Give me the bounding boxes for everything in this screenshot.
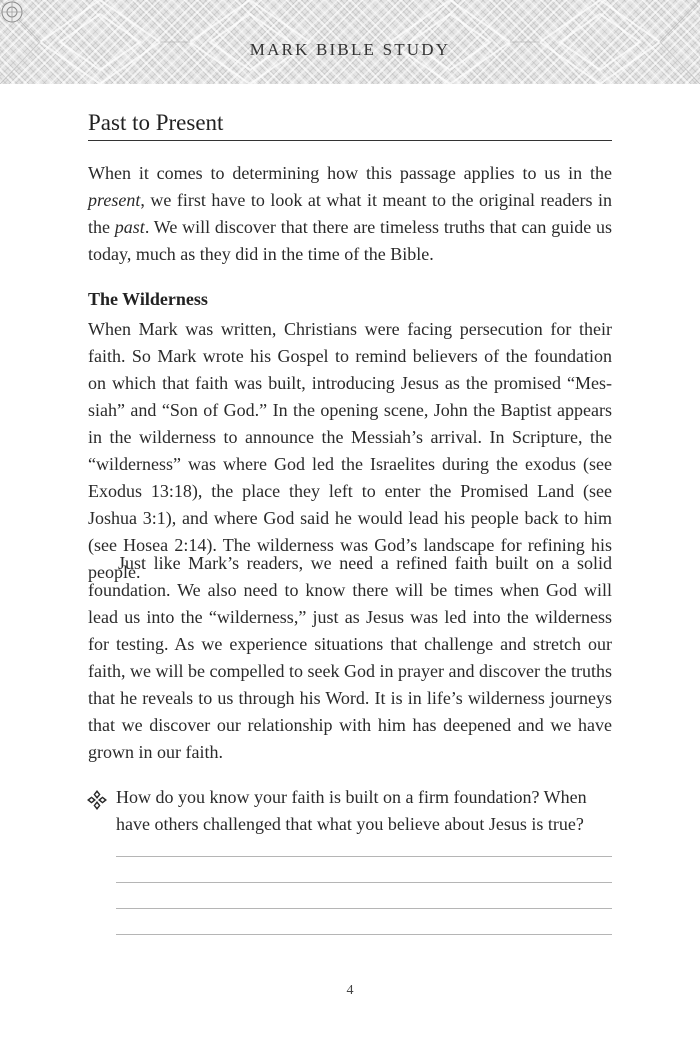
answer-line-2[interactable] — [116, 882, 612, 883]
intro-text-3: . We will discover that there are timeless truths that can guide us today, much as they did in the time of the Bible. — [88, 217, 612, 264]
body-paragraph-2: Just like Mark’s readers, we need a refined faith built on a solid foundation. We also need to know there will be times when God will lead us into the “wilderness,” just as Jesus was led into the wilderness for testing. As we experience situations that challenge and stretch our faith, we will be compelled to seek God in prayer and discover the truths that he reveals to us through his Word. It is in life’s wilderness journeys that we discover our relationship with him has deepened and we have grown in our faith. — [88, 553, 612, 762]
diamond-ornament-icon — [87, 790, 107, 810]
answer-line-4[interactable] — [116, 934, 612, 935]
subheading-wilderness: The Wilderness — [88, 289, 208, 309]
emblem-icon — [0, 0, 24, 24]
intro-paragraph — [88, 160, 612, 268]
header-band — [0, 0, 700, 84]
intro-text-2: , we first have to look at what it meant to the original readers in the — [88, 190, 612, 237]
page-number: 4 — [346, 983, 354, 998]
body-paragraph-1: When Mark was written, Christians were facing persecution for their faith. So Mark wrote his Gospel to remind believers of the foundation on which that faith was built, introducing Jesus as the promised “Messiah” and “Son of God.” In the opening scene, John the Baptist appears in the wilderness to announce the Messiah’s arrival. In Scripture, the “wilderness” was where God led the Israelites during the exodus (see Exodus 13:18), the place they left to enter the Promised Land (see Joshua 3:1), and where God said he would lead his people back to him (see Hosea 2:14). The wilderness was God’s landscape for refining his people. — [88, 319, 612, 582]
intro-text-1: When it comes to determining how this passage applies to us in the — [88, 163, 612, 183]
intro-italic-present: present — [88, 190, 141, 210]
reflection-question: How do you know your faith is built on a firm foundation? When have others challenged that what you believe about Jesus is true? — [116, 787, 587, 834]
answer-line-3[interactable] — [116, 908, 612, 909]
heading-rule — [88, 140, 612, 141]
answer-line-1[interactable] — [116, 856, 612, 857]
running-header-title: MARK BIBLE STUDY — [249, 40, 451, 59]
section-heading: Past to Present — [88, 110, 224, 135]
intro-italic-past: past — [114, 217, 145, 237]
